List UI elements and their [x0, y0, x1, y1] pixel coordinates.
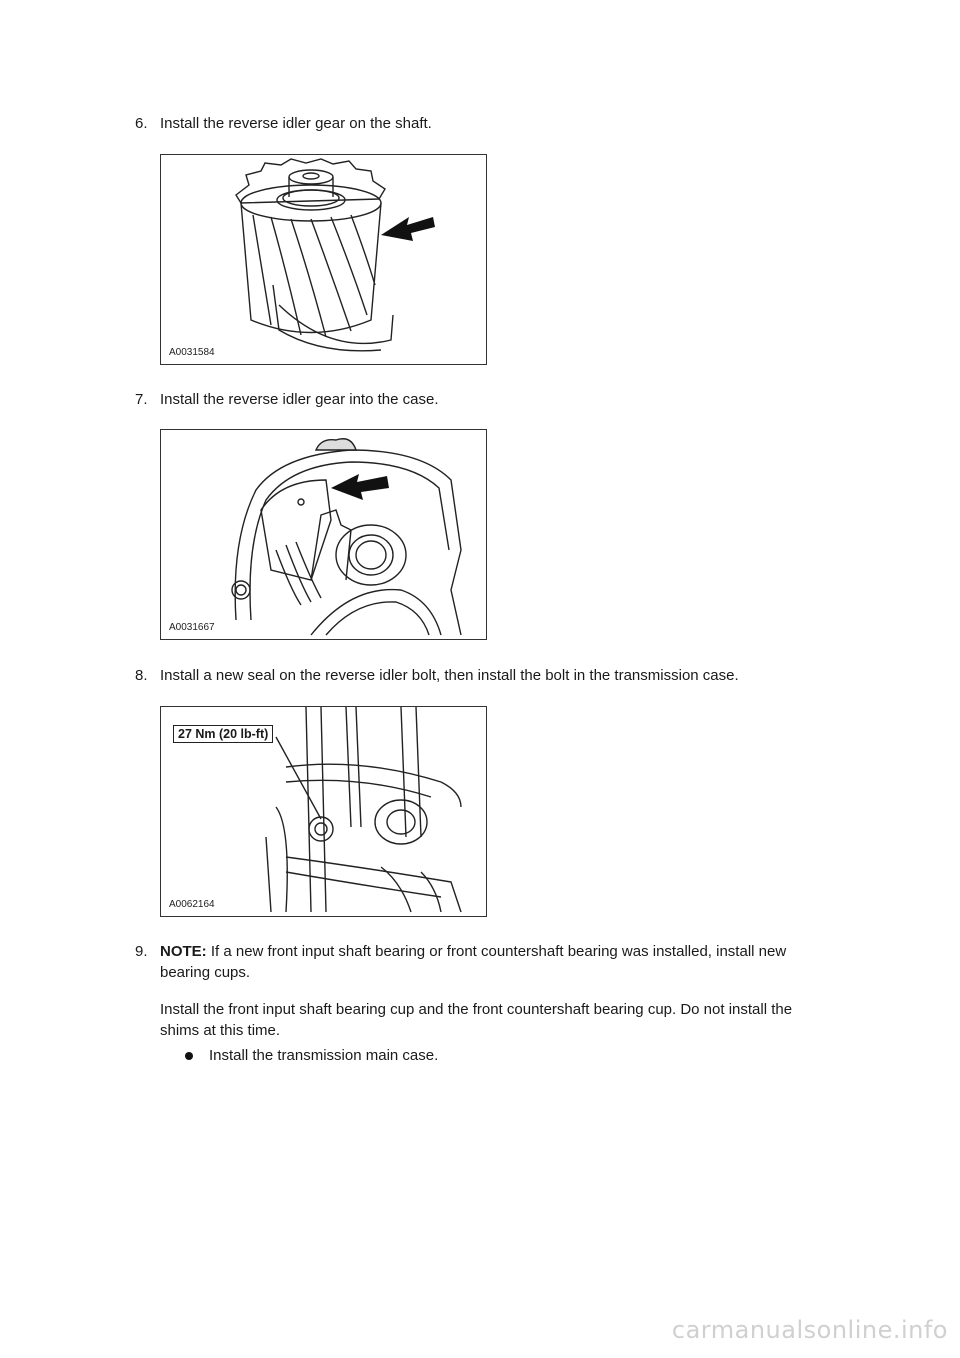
step-text: Install a new seal on the reverse idler bolt, then install the bolt in the transmission case.: [160, 667, 739, 684]
step-7: [135, 390, 835, 410]
note-text: If a new front input shaft bearing or front countershaft bearing was installed, install new: [206, 943, 787, 960]
figure-idler-bolt: [160, 706, 487, 917]
figure-idler-gear-shaft: [160, 154, 487, 365]
bullet-item: [185, 1046, 585, 1066]
figure-id: A0031584: [169, 347, 215, 358]
step-para-line-2: shims at this time.: [160, 1022, 281, 1039]
case-illustration: [161, 430, 487, 640]
step-note-line-2: bearing cups.: [160, 964, 251, 981]
step-number: 9.: [135, 943, 148, 960]
step-9: [135, 942, 915, 1062]
torque-spec-label: 27 Nm (20 lb-ft): [173, 725, 273, 743]
step-number: 8.: [135, 667, 148, 684]
figure-id: A0031667: [169, 622, 215, 633]
step-8: [135, 666, 915, 686]
step-text: Install the reverse idler gear into the case.: [160, 391, 439, 408]
note-label: NOTE:: [160, 943, 207, 960]
step-number: 6.: [135, 115, 148, 132]
watermark: carmanualsonline.info: [671, 1316, 948, 1344]
step-number: 7.: [135, 391, 148, 408]
step-note-line-1: [160, 942, 786, 962]
gear-illustration: [161, 155, 487, 365]
step-6: [135, 114, 835, 134]
bullet-dot-icon: [185, 1052, 193, 1060]
figure-idler-gear-case: [160, 429, 487, 640]
step-para-line-1: Install the front input shaft bearing cup and the front countershaft bearing cup. Do not install the: [160, 1001, 793, 1018]
figure-id: A0062164: [169, 899, 215, 910]
bullet-text: Install the transmission main case.: [209, 1047, 439, 1064]
step-text: Install the reverse idler gear on the shaft.: [160, 115, 432, 132]
